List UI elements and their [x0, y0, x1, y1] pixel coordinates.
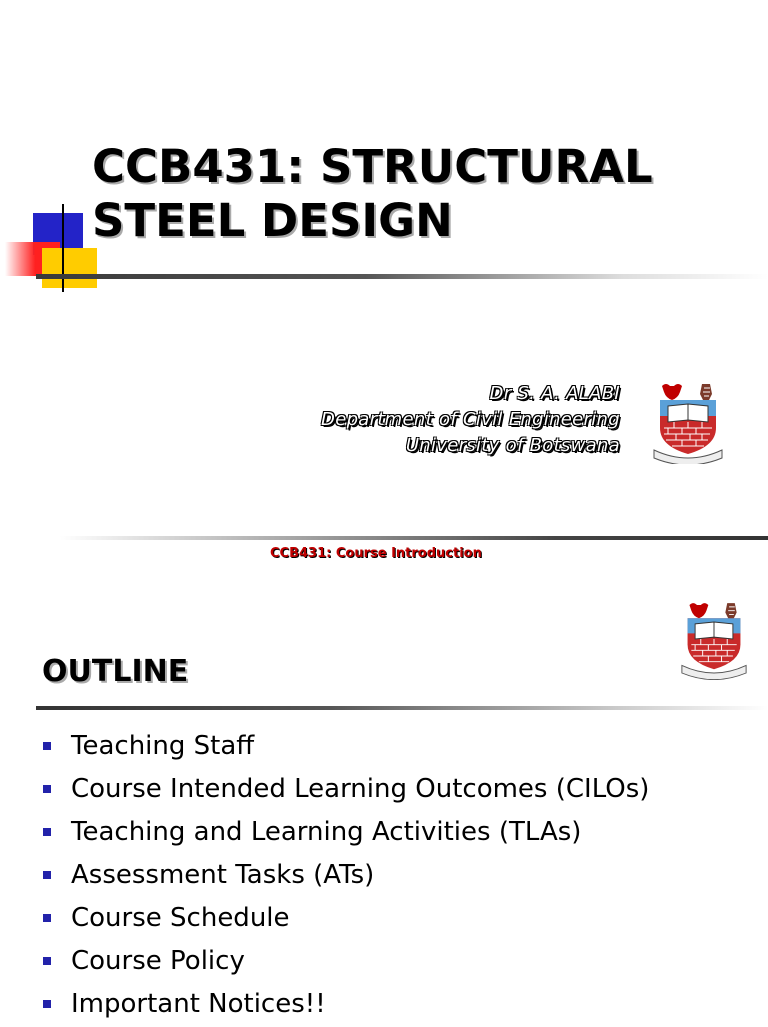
square-bullet-icon [43, 1000, 51, 1008]
author-block [321, 381, 620, 459]
author-department: Department of Civil Engineering [321, 409, 620, 430]
list-item [42, 812, 649, 855]
outline-title: OUTLINE [42, 654, 189, 689]
list-item-label: Course Policy [71, 946, 245, 976]
slide-title [92, 140, 653, 248]
outline-list [42, 726, 649, 1027]
square-bullet-icon [43, 871, 51, 879]
university-crest-icon [680, 598, 748, 680]
square-bullet-icon [43, 785, 51, 793]
square-bullet-icon [43, 914, 51, 922]
slide-title-line-1: CCB431: STRUCTURAL [92, 140, 653, 193]
list-item-label: Assessment Tasks (ATs) [71, 860, 375, 890]
square-bullet-icon [43, 742, 51, 750]
author-name: Dr S. A. ALABI [489, 383, 620, 404]
author-university: University of Botswana [405, 435, 620, 456]
list-item-label: Teaching and Learning Activities (TLAs) [71, 817, 582, 847]
list-item [42, 855, 649, 898]
list-item [42, 898, 649, 941]
outline-divider [36, 706, 768, 710]
square-bullet-icon [43, 828, 51, 836]
list-item [42, 726, 649, 769]
list-item [42, 941, 649, 984]
title-divider [36, 274, 768, 279]
list-item-label: Course Schedule [71, 903, 290, 933]
square-bullet-icon [43, 957, 51, 965]
list-item-label: Important Notices!! [71, 989, 326, 1019]
list-item [42, 769, 649, 812]
university-crest-icon [652, 380, 724, 464]
slide-title-line-2: STEEL DESIGN [92, 194, 453, 247]
list-item [42, 984, 649, 1027]
decor-yellow-square [42, 248, 97, 288]
slide-footer: CCB431: Course Introduction [270, 546, 482, 561]
footer-divider [60, 536, 768, 540]
list-item-label: Teaching Staff [71, 731, 255, 761]
list-item-label: Course Intended Learning Outcomes (CILOs) [71, 774, 650, 804]
